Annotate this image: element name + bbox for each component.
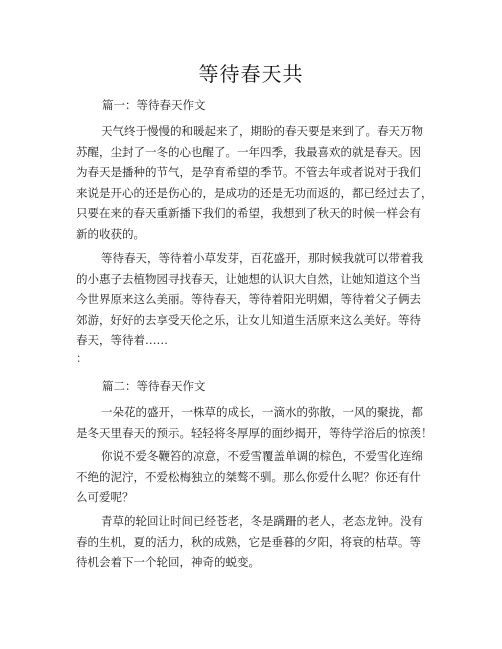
separator-mark: ： <box>76 351 88 365</box>
text-line: 等待春天，等待着小草发芽，百花盛开，那时候我就可以带着我 <box>101 251 423 265</box>
text-line: 来说是开心的还是伤心的，是成功的还是无功而返的，都已经过去了， <box>76 185 433 200</box>
text-line: 一朵花的盛开，一株草的成长，一滴水的弥散，一风的聚拢，都 <box>101 405 423 419</box>
text-line: 春的生机，夏的活力，秋的成熟，它是垂暮的夕阳，将衰的枯草。等 <box>76 534 421 549</box>
text-line: 新的收获的。 <box>76 226 145 241</box>
text-line: 苏醒，尘封了一冬的心也醒了。一年四季，我最喜欢的就是春天。因 <box>76 144 421 159</box>
text-line: 天气终于慢慢的和暖起来了，期盼的春天要是来到了。春天万物 <box>101 124 423 138</box>
section2-paragraph-1 <box>76 402 436 443</box>
section2-paragraph-3 <box>76 511 436 573</box>
text-line: 么可爱呢？ <box>76 490 134 504</box>
text-line: 今世界原来这么美丽。等待春天，等待着阳光明媚，等待着父子俩去 <box>76 292 421 306</box>
section1-paragraph-1 <box>76 121 436 244</box>
section2-heading: 篇二：等待春天作文 <box>102 379 206 393</box>
section1-heading: 篇一：等待春天作文 <box>102 98 206 112</box>
text-line: 郊游，好好的去享受天伦之乐，让女儿知道生活原来这么美好。等待 <box>76 312 421 327</box>
text-line: 不绝的泥泞，不爱松梅独立的桀骜不驯。那么你爱什么呢？你还有什 <box>76 469 421 484</box>
section2-paragraph-2 <box>76 446 436 508</box>
text-line: 春天，等待着…… <box>76 333 168 347</box>
document-title: 等待春天共 <box>198 62 304 86</box>
section1-paragraph-2 <box>76 248 436 351</box>
text-line: 青草的轮回让时间已经苍老，冬是蹒跚的老人，老态龙钟。没有 <box>101 514 423 528</box>
text-line: 为春天是播种的节气，是孕育希望的季节。不管去年或者说对于我们 <box>76 165 421 179</box>
text-line: 你说不爱冬鞭笞的凉意，不爱雪覆盖单调的棕色，不爱雪化连绵 <box>101 449 423 463</box>
text-line: 待机会着下一个轮回，神奇的蜕变。 <box>76 555 260 569</box>
text-line: 只要在来的春天重新播下我们的希望，我想到了秋天的时候一样会有 <box>76 206 421 220</box>
text-line: 是冬天里春天的预示。轻轻将冬厚厚的面纱揭开，等待学浴后的惊羡！ <box>76 425 433 440</box>
text-line: 的小惠子去植物园寻找春天，让她想的认识大自然，让她知道这个当 <box>76 271 421 286</box>
